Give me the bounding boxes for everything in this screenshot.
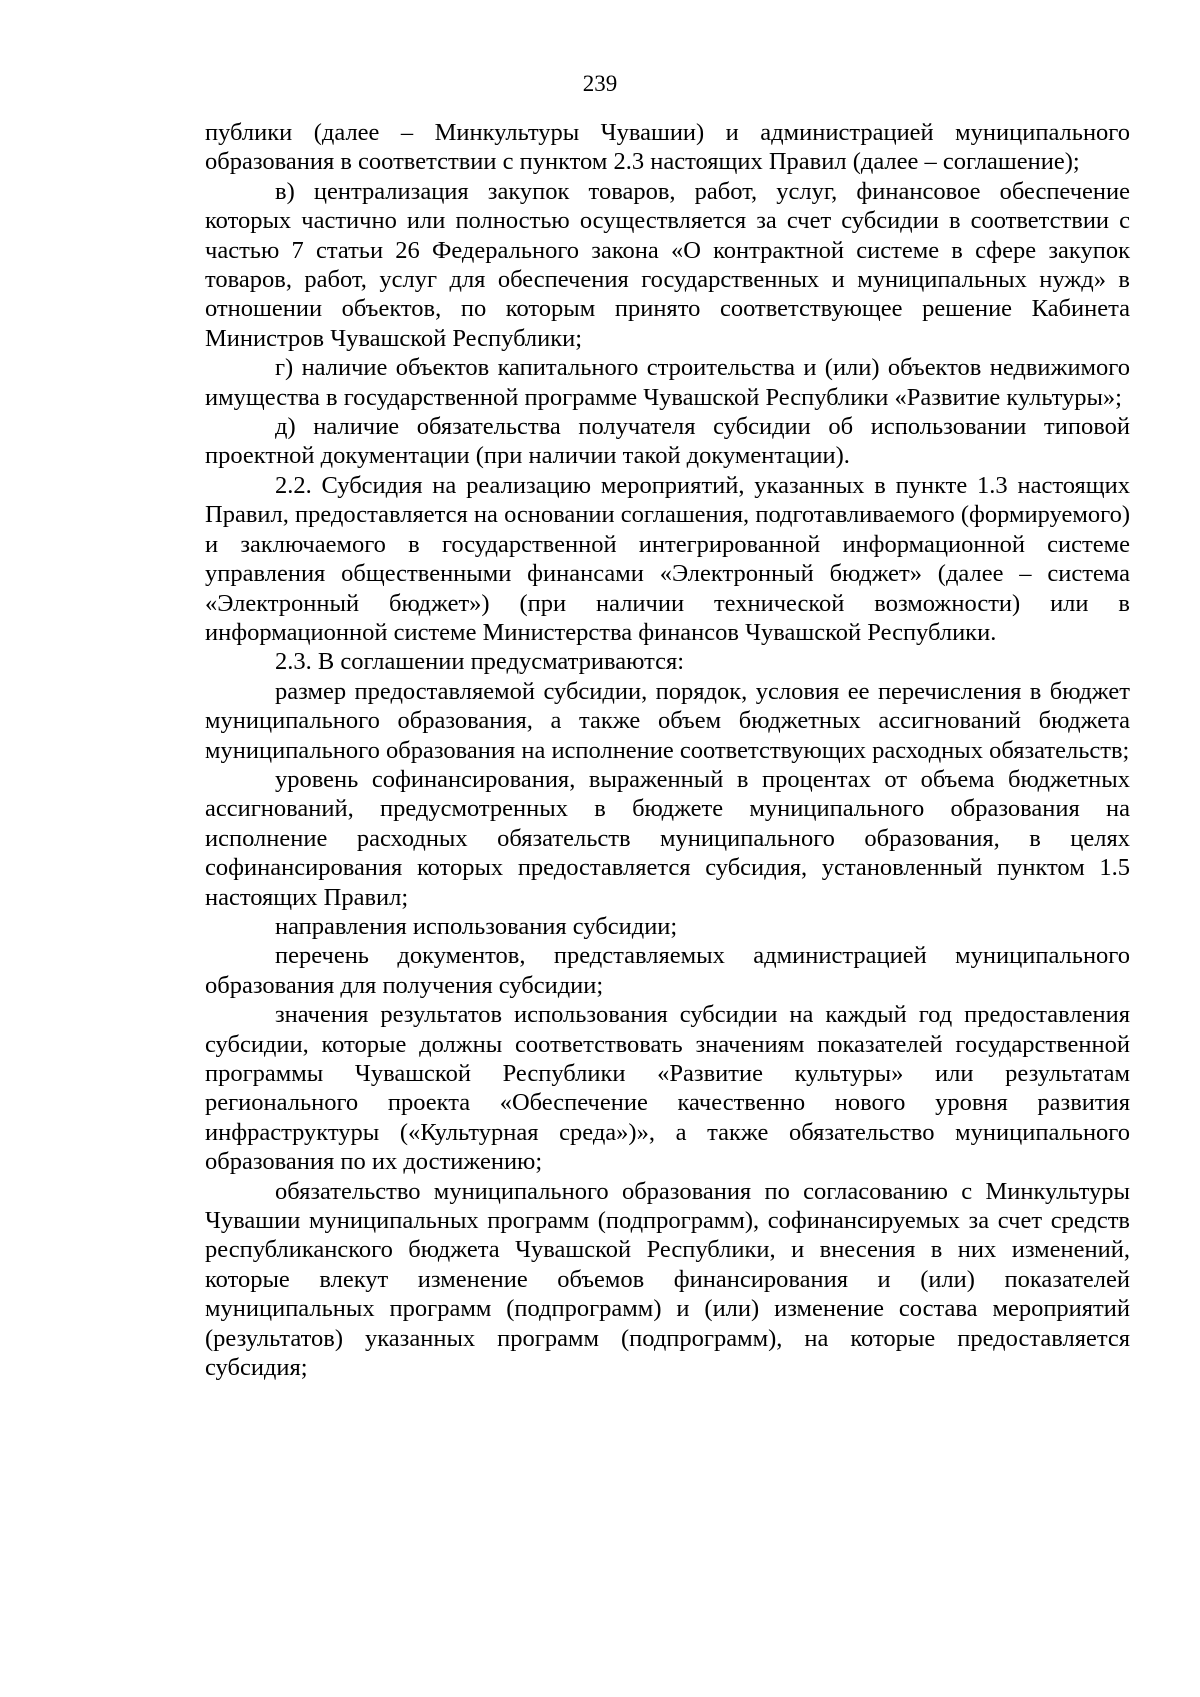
paragraph-result-values: значения результатов использования субсидии на каждый год предоставления субсидии, которые должны соответствовать значениям показателей государственной программы Чувашской Республики «Развитие культуры» или результатам регионального проекта «Обеспечение качественно нового уровня развития инфраструктуры («Культурная среда»)», а также обязательство муниципального образования по их достижению; [205, 1001, 1130, 1176]
paragraph-2-3-agreement: 2.3. В соглашении предусматриваются: [275, 648, 685, 676]
paragraph-subsidy-size: размер предоставляемой субсидии, порядок, условия ее перечисления в бюджет муниципального образования, а также объем бюджетных ассигнований бюджета муниципального образования на исполнение соответствующих расходных обязательств; [205, 677, 1130, 764]
paragraph-documents-list: перечень документов, представляемых администрацией муниципального образования для получения субсидии; [205, 942, 1130, 999]
paragraph-item-d-obligation: д) наличие обязательства получателя субсидии об использовании типовой проектной документации (при наличии такой документации). [205, 413, 1130, 470]
paragraph-continuation: публики (далее – Минкультуры Чувашии) и администрацией муниципального образования в соответствии с пунктом 2.3 настоящих Правил (далее – соглашение); [205, 119, 1130, 176]
page-number: 239 [582, 71, 618, 96]
paragraph-2-2-subsidy: 2.2. Субсидия на реализацию мероприятий, указанных в пункте 1.3 настоящих Правил, предоставляется на основании соглашения, подготавливаемого (формируемого) и заключаемого в государственной интегрированной информационной системе управления общественными финансами «Электронный бюджет» (далее – система «Электронный бюджет») (при наличии технической возможности) или в информационной системе Министерства финансов Чувашской Республики. [205, 471, 1130, 646]
paragraph-cofinancing-level: уровень софинансирования, выраженный в процентах от объема бюджетных ассигнований, предусмотренных в бюджете муниципального образования на исполнение расходных обязательств муниципального образования, в целях софинансирования которых предоставляется субсидия, установленный пунктом 1.5 настоящих Правил; [205, 765, 1130, 911]
paragraph-item-g-objects: г) наличие объектов капитального строительства и (или) объектов недвижимого имущества в государственной программе Чувашской Республики «Развитие культуры»; [205, 354, 1130, 411]
document-body [205, 118, 1130, 1382]
paragraph-program-approval: обязательство муниципального образования по согласованию с Минкультуры Чувашии муниципальных программ (подпрограмм), софинансируемых за счет средств республиканского бюджета Чувашской Республики, и внесения в них изменений, которые влекут изменение объемов финансирования и (или) показателей муниципальных программ (подпрограмм) и (или) изменение состава мероприятий (результатов) указанных программ (подпрограмм), на которые предоставляется субсидия; [205, 1177, 1130, 1382]
paragraph-usage-directions: направления использования субсидии; [275, 912, 678, 940]
paragraph-item-v-procurement: в) централизация закупок товаров, работ, услуг, финансовое обеспечение которых частично или полностью осуществляется за счет субсидии в соответствии с частью 7 статьи 26 Федерального закона «О контрактной системе в сфере закупок товаров, работ, услуг для обеспечения государственных и муниципальных нужд» в отношении объектов, по которым принято соответствующее решение Кабинета Министров Чувашской Республики; [205, 177, 1130, 352]
